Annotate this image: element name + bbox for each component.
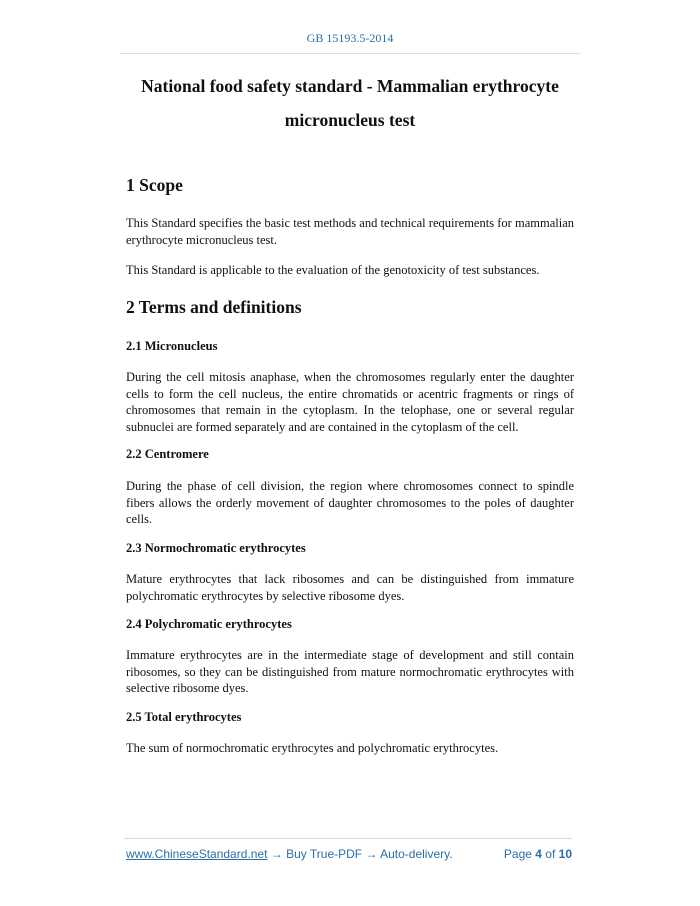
- header-divider: [120, 53, 580, 54]
- website-link[interactable]: www.ChineseStandard.net: [126, 847, 268, 861]
- total-pages: 10: [558, 847, 572, 861]
- centromere-definition: During the phase of cell division, the region where chromosomes connect to spindle fibers allows the orderly movement of daughter chromosomes to the poles of daughter cells.: [126, 479, 574, 527]
- micronucleus-definition: During the cell mitosis anaphase, when the chromosomes regularly enter the daughter cells to form the cell nucleus, the entire chromatids or acentric fragments or rings of chromosomes that remain in the cytoplasm. In the telophase, one or several regular subnuclei are formed separately and are contained in the cytoplasm of the cell.: [126, 370, 574, 434]
- page-indicator: [504, 847, 572, 861]
- scope-paragraph-1: This Standard specifies the basic test methods and technical requirements for mammalian erythrocyte micronucleus test.: [126, 216, 574, 247]
- subheading-total-erythrocytes: 2.5 Total erythrocytes: [126, 710, 242, 724]
- subheading-centromere: 2.2 Centromere: [126, 447, 209, 461]
- footer-divider: [124, 838, 572, 839]
- page-label: Page: [503, 847, 536, 861]
- document-title-line2: micronucleus test: [284, 110, 416, 130]
- section-heading-terms: 2 Terms and definitions: [126, 297, 302, 317]
- section-heading-scope: 1 Scope: [126, 175, 183, 195]
- footer: [126, 847, 572, 861]
- subheading-polychromatic: 2.4 Polychromatic erythrocytes: [126, 617, 292, 631]
- document-title-line1: National food safety standard - Mammalian erythrocyte: [141, 76, 559, 96]
- normochromatic-definition: Mature erythrocytes that lack ribosomes and can be distinguished from immature polychromatic erythrocytes by selective ribosome dyes.: [126, 572, 574, 603]
- of-label: of: [541, 847, 559, 861]
- current-page: 4: [535, 847, 542, 861]
- subheading-micronucleus: 2.1 Micronucleus: [126, 339, 218, 353]
- total-erythrocytes-definition: The sum of normochromatic erythrocytes and polychromatic erythrocytes.: [126, 741, 499, 755]
- scope-paragraph-2: This Standard is applicable to the evaluation of the genotoxicity of test substances.: [126, 263, 540, 277]
- footer-promo-text: → Buy True-PDF → Auto-delivery.: [267, 847, 453, 861]
- polychromatic-definition: Immature erythrocytes are in the intermediate stage of development and still contain ribosomes, so they can be distinguished from mature normochromatic erythrocytes with selective ribosome dyes.: [126, 648, 574, 696]
- document-id-header: GB 15193.5-2014: [306, 31, 394, 45]
- subheading-normochromatic: 2.3 Normochromatic erythrocytes: [126, 541, 306, 555]
- footer-promo: [126, 847, 453, 861]
